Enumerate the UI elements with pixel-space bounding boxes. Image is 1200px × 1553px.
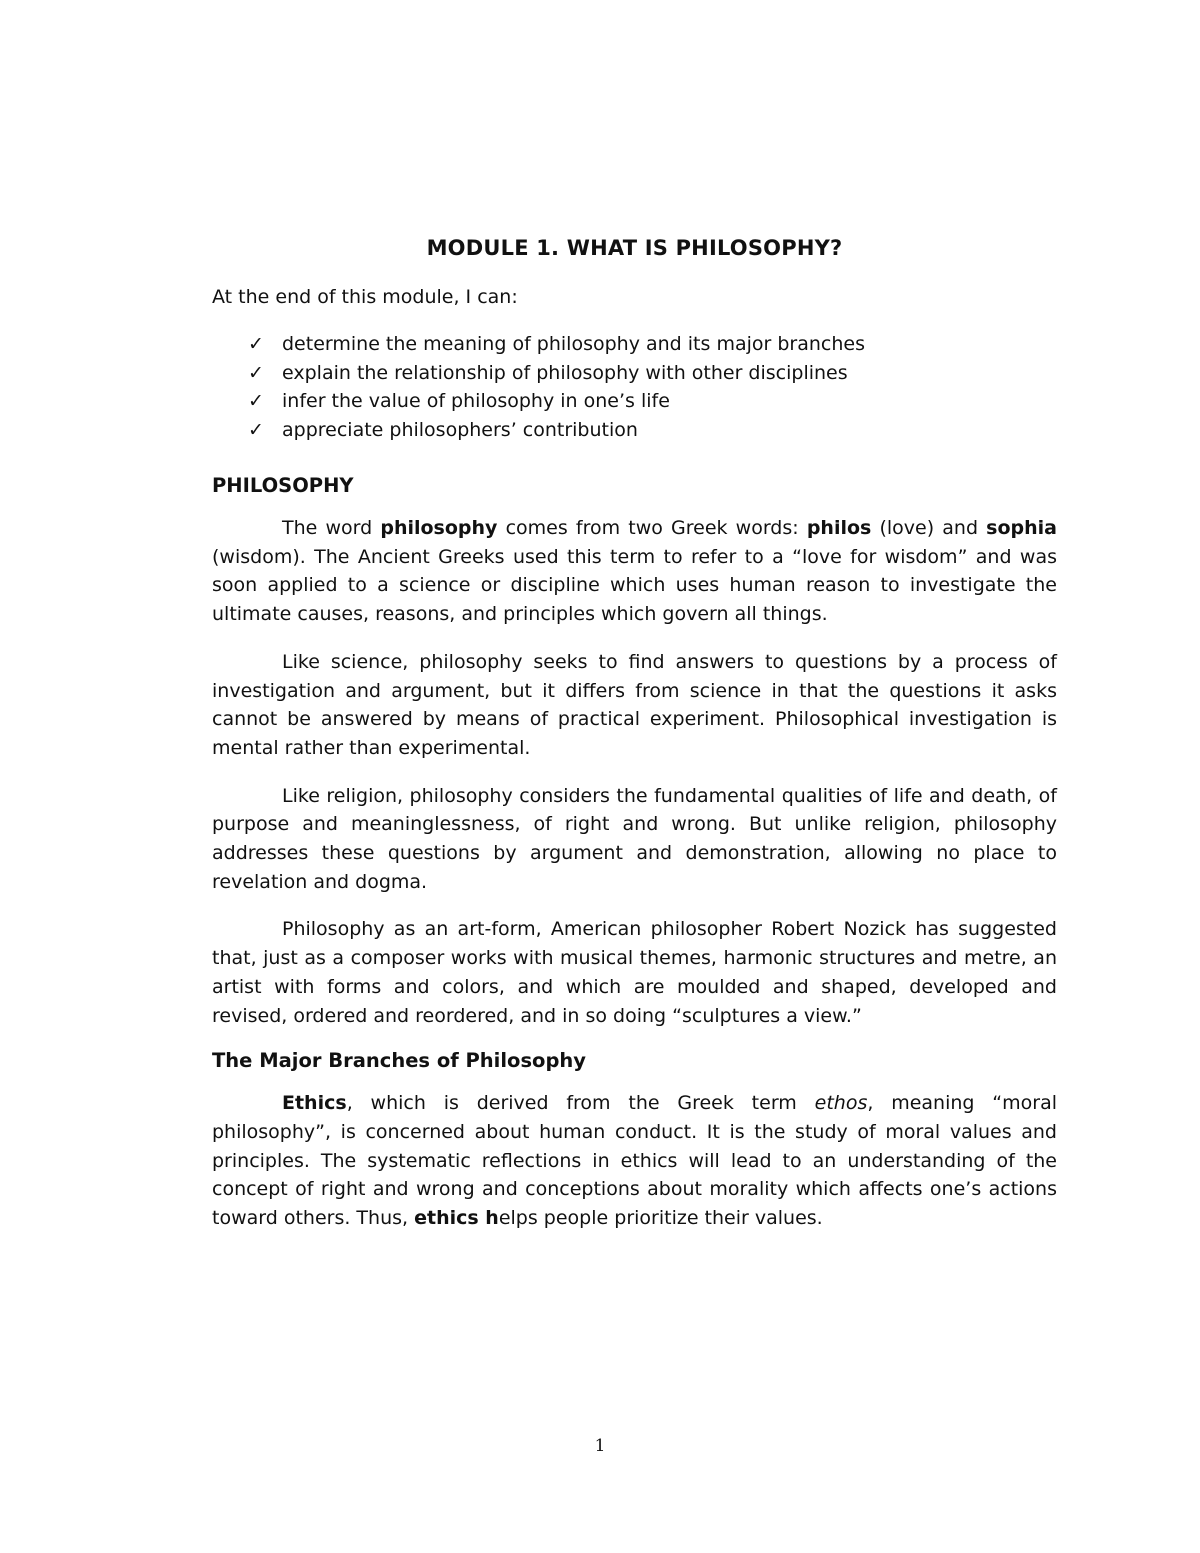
checkmark-icon: ✓: [248, 418, 264, 441]
checkmark-icon: ✓: [248, 390, 264, 412]
term-sophia: sophia: [986, 517, 1057, 539]
checkmark-icon: ✓: [248, 333, 264, 355]
objective-item: [212, 330, 1057, 359]
term-ethics-bold: ethics h: [414, 1207, 499, 1230]
objective-item: [212, 387, 1057, 416]
objective-text: determine the meaning of philosophy and its major branches: [282, 333, 865, 355]
objective-item: [212, 359, 1057, 388]
paragraph-definition: The word philosophy comes from two Greek words: philos (love) and sophia (wisdom). The Ancient Greeks used this term to refer to a “love for wisdom” and was soon applied to a science or discipline which uses human reason to investigate the ultimate causes, reasons, and principles which govern all things.: [212, 517, 1057, 626]
module-title: MODULE 1. WHAT IS PHILOSOPHY?: [426, 236, 843, 260]
section-heading-branches: The Major Branches of Philosophy: [212, 1049, 586, 1073]
paragraph-art-form: Philosophy as an art-form, American philosopher Robert Nozick has suggested that, just as a composer works with musical themes, harmonic structures and metre, an artist with forms and colors, and which are moulded and shaped, developed and revised, ordered and reordered, and in so doing “sculptures a view.”: [212, 918, 1057, 1027]
term-ethics: Ethics: [282, 1092, 347, 1115]
objective-text: appreciate philosophers’ contribution: [282, 418, 638, 441]
objective-item: [212, 416, 1057, 445]
intro-text: At the end of this module, I can:: [212, 286, 518, 308]
checkmark-icon: ✓: [248, 361, 264, 384]
objective-text: infer the value of philosophy in one’s life: [282, 390, 670, 412]
section-heading-philosophy: PHILOSOPHY: [212, 474, 354, 497]
paragraph-science: Like science, philosophy seeks to find answers to questions by a process of investigation and argument, but it differs from science in that the questions it asks cannot be answered by means of practical experiment. Philosophical investigation is mental rather than experimental.: [212, 650, 1057, 759]
term-ethos: ethos: [814, 1092, 868, 1115]
objective-text: explain the relationship of philosophy with other disciplines: [282, 361, 848, 384]
term-philosophy: philosophy: [380, 517, 498, 539]
term-philos: philos: [806, 517, 872, 539]
paragraph-ethics: Ethics, which is derived from the Greek term ethos, meaning “moral philosophy”, is concerned about human conduct. It is the study of moral values and principles. The systematic reflections in ethics will lead to an understanding of the concept of right and wrong and conceptions about morality which affects one’s actions toward others. Thus, ethics helps people prioritize their values.: [212, 1092, 1058, 1230]
objectives-list: [212, 330, 1057, 444]
paragraph-religion: Like religion, philosophy considers the fundamental qualities of life and death, of purpose and meaninglessness, of right and wrong. But unlike religion, philosophy addresses these questions by argument and demonstration, allowing no place to revelation and dogma.: [212, 784, 1057, 893]
page-number: 1: [594, 1436, 606, 1456]
document-page: [212, 236, 1057, 1252]
